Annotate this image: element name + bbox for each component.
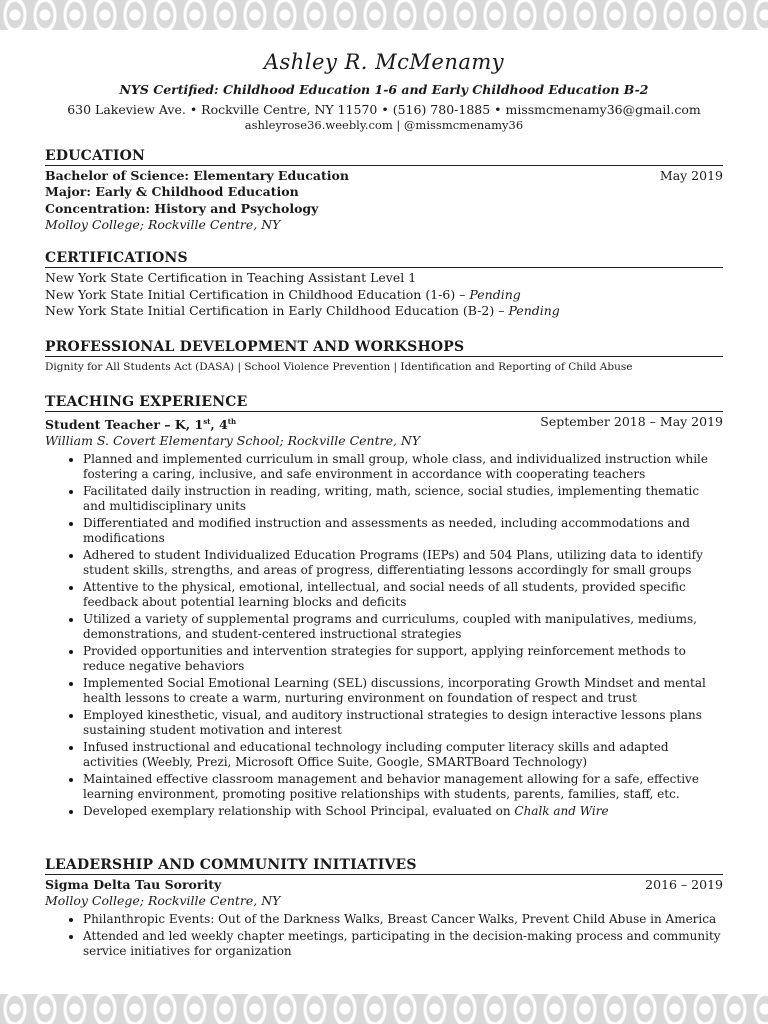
certifications-heading: CERTIFICATIONS: [45, 250, 723, 268]
major: Major: Early & Childhood Education: [45, 184, 299, 199]
teaching-role-row: [45, 414, 723, 433]
bullet-emphasis: Chalk and Wire: [514, 803, 609, 818]
list-item: • Maintained effective classroom management and behavior management allowing for a safe, effective learning environment, promoting positive relationships with students, parents, families, staff, etc.: [83, 772, 723, 802]
grade-suffix: th: [227, 417, 237, 426]
professional-development-heading: PROFESSIONAL DEVELOPMENT AND WORKSHOPS: [45, 339, 723, 357]
certifications-section: [45, 250, 723, 320]
resume-header: [45, 48, 723, 132]
teaching-school: William S. Covert Elementary School; Rockville Centre, NY: [45, 433, 421, 449]
web-social-line: ashleyrose36.weebly.com | @missmcmenamy36: [244, 118, 524, 132]
workshops-list: Dignity for All Students Act (DASA) | School Violence Prevention | Identification and Reporting of Child Abuse: [45, 361, 633, 373]
list-item: • Attended and led weekly chapter meetings, participating in the decision-making process and community service initiatives for organization: [83, 929, 723, 959]
leadership-org-row: [45, 877, 723, 893]
teaching-role: [45, 414, 236, 433]
role-title-cont: , 4: [210, 417, 228, 433]
concentration: Concentration: History and Psychology: [45, 200, 319, 216]
list-item: • Employed kinesthetic, visual, and auditory instructional strategies to design interactive lessons plans sustaining student motivation and interest: [83, 708, 723, 738]
list-item: • Facilitated daily instruction in reading, writing, math, science, social studies, implementing thematic and multidisciplinary units: [83, 484, 723, 514]
leadership-bullets: [45, 912, 723, 959]
list-item: • Provided opportunities and intervention strategies for support, applying reinforcement methods to reduce negative behaviors: [83, 644, 723, 674]
certification-status: Pending: [469, 286, 521, 302]
teaching-experience-section: [45, 394, 723, 821]
decorative-border-bottom: [0, 994, 768, 1024]
certification-tagline: NYS Certified: Childhood Education 1-6 and Early Childhood Education B-2: [119, 82, 649, 97]
degree-date: May 2019: [659, 168, 723, 183]
leadership-section: [45, 857, 723, 961]
certification-status: Pending: [508, 303, 560, 318]
grade-suffix: st: [203, 417, 211, 426]
list-item: • Implemented Social Emotional Learning (SEL) discussions, incorporating Growth Mindset and mental health lessons to create a warm, nurturing environment on foundation of respect and trust: [83, 676, 723, 706]
leadership-heading: LEADERSHIP AND COMMUNITY INITIATIVES: [45, 857, 723, 875]
organization-name: Sigma Delta Tau Sorority: [45, 877, 222, 892]
list-item: • Infused instructional and educational technology including computer literacy skills and adapted activities (Weebly, Prezi, Microsoft Office Suite, Google, SMARTBoard Technology): [83, 740, 723, 770]
certification-item: [45, 287, 723, 304]
leadership-date: 2016 – 2019: [645, 877, 723, 892]
education-section: [45, 148, 723, 234]
list-item: • Differentiated and modified instruction and assessments as needed, including accommodations and modifications: [83, 516, 723, 546]
list-item: [83, 804, 723, 819]
list-item: • Utilized a variety of supplemental programs and curriculums, coupled with manipulatives, mediums, demonstrations, and student-centered instructional strategies: [83, 612, 723, 642]
degree-row: [45, 168, 723, 184]
teaching-heading: TEACHING EXPERIENCE: [45, 394, 723, 412]
certification-item: [45, 270, 723, 287]
degree-title: Bachelor of Science: Elementary Education: [45, 168, 349, 183]
certification-text: New York State Initial Certification in Early Childhood Education (B-2) –: [45, 303, 509, 318]
certification-text: New York State Certification in Teaching Assistant Level 1: [45, 270, 417, 285]
professional-development-section: [45, 339, 723, 375]
education-school: Molloy College; Rockville Centre, NY: [45, 217, 281, 232]
list-item: • Attentive to the physical, emotional, intellectual, and social needs of all students, provided specific feedback about potential learning blocks and deficits: [83, 580, 723, 610]
list-item: • Planned and implemented curriculum in small group, whole class, and individualized instruction while fostering a caring, inclusive, and safe environment in accordance with cooperating teachers: [83, 452, 723, 482]
certification-item: [45, 303, 723, 320]
leadership-school: Molloy College; Rockville Centre, NY: [45, 893, 281, 908]
list-item: • Adhered to student Individualized Education Programs (IEPs) and 504 Plans, utilizing data to identify student skills, strengths, and areas of progress, differentiating lessons accordingly for small groups: [83, 548, 723, 578]
contact-line: 630 Lakeview Ave. • Rockville Centre, NY 11570 • (516) 780-1885 • missmcmenamy36@gmail.com: [67, 102, 701, 117]
teaching-bullets: [45, 452, 723, 819]
candidate-name: Ashley R. McMenamy: [263, 50, 505, 74]
bullet-text: Developed exemplary relationship with School Principal, evaluated on: [83, 803, 515, 818]
certification-text: New York State Initial Certification in Childhood Education (1-6) –: [45, 286, 470, 302]
teaching-date: September 2018 – May 2019: [540, 414, 723, 429]
decorative-border-top: [0, 0, 768, 30]
role-title: Student Teacher – K, 1: [45, 417, 204, 433]
education-heading: EDUCATION: [45, 148, 723, 166]
list-item: • Philanthropic Events: Out of the Darkness Walks, Breast Cancer Walks, Prevent Child Abuse in America: [83, 912, 723, 927]
